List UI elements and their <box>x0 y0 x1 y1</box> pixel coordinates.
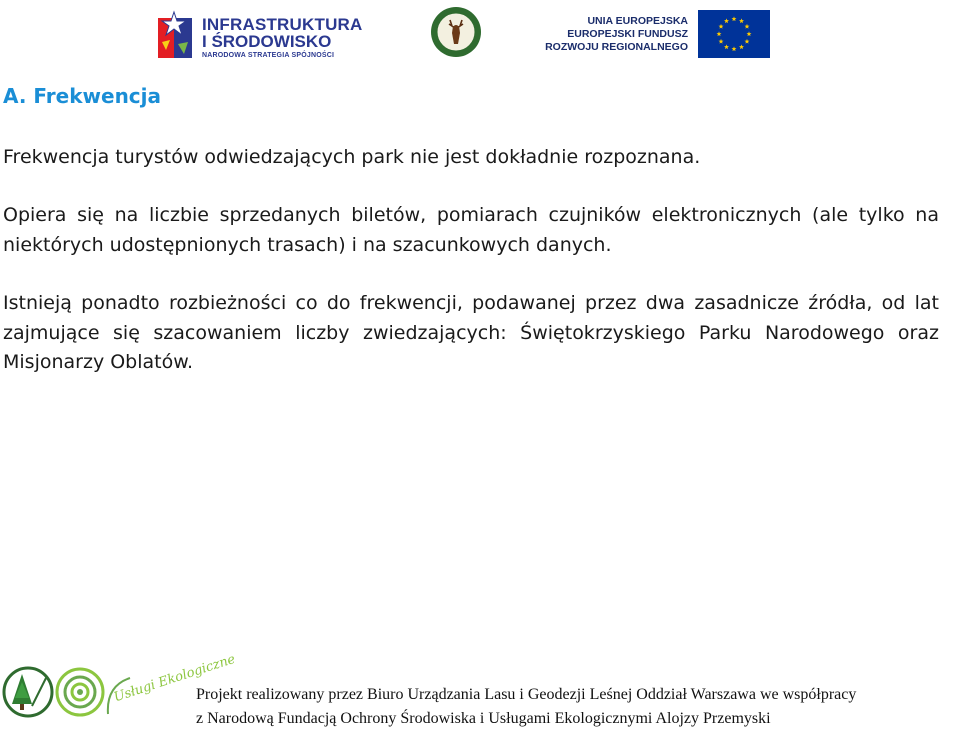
paragraph-1: Frekwencja turystów odwiedzających park nie jest dokładnie rozpoznana. <box>3 146 701 168</box>
logo-is-line1: INFRASTRUKTURA <box>202 15 363 34</box>
flag-star-icon <box>156 12 194 62</box>
logo-ue <box>545 10 770 58</box>
foundation-icon <box>57 669 103 715</box>
logo-infrastruktura <box>156 8 363 64</box>
footer-line-2: z Narodową Fundacją Ochrony Środowiska i Usługami Ekologicznymi Alojzy Przemyski <box>196 710 771 727</box>
logo-ue-line2: EUROPEJSKI FUNDUSZ <box>567 28 688 40</box>
forest-office-icon <box>4 668 52 716</box>
deer-emblem-icon <box>430 6 482 58</box>
logo-park <box>430 6 482 58</box>
logo-is-line3: NARODOWA STRATEGIA SPÓJNOŚCI <box>202 52 335 59</box>
section-heading: A. Frekwencja <box>3 84 162 108</box>
logo-ue-line1: UNIA EUROPEJSKA <box>587 15 688 27</box>
footer-logos <box>2 651 238 726</box>
footer-logos-graphic <box>2 651 238 726</box>
paragraph-2: Opiera się na liczbie sprzedanych biletów, pomiarach czujników elektronicznych (ale tylko na niektórych udostępnionych trasach) i na szacunkowych danych. <box>3 204 939 256</box>
uslugi-ekologiczne-text: Usługi Ekologiczne <box>112 651 238 706</box>
footer-line-1: Projekt realizowany przez Biuro Urządzania Lasu i Geodezji Leśnej Oddział Warszawa we współpracy <box>196 686 857 703</box>
logo-ue-line3: ROZWOJU REGIONALNEGO <box>545 41 688 53</box>
logo-is-line2: I ŚRODOWISKO <box>202 32 332 51</box>
footer-credits <box>196 683 960 731</box>
header-logos <box>0 0 960 66</box>
paragraph-3: Istnieją ponadto rozbieżności co do frekwencji, podawanej przez dwa zasadnicze źródła, od lat zajmujące się szacowaniem liczby zwiedzających: Świętokrzyskiego Parku Narodowego oraz Misjonarzy Oblatów. <box>3 292 939 373</box>
eu-flag-icon <box>698 10 770 58</box>
